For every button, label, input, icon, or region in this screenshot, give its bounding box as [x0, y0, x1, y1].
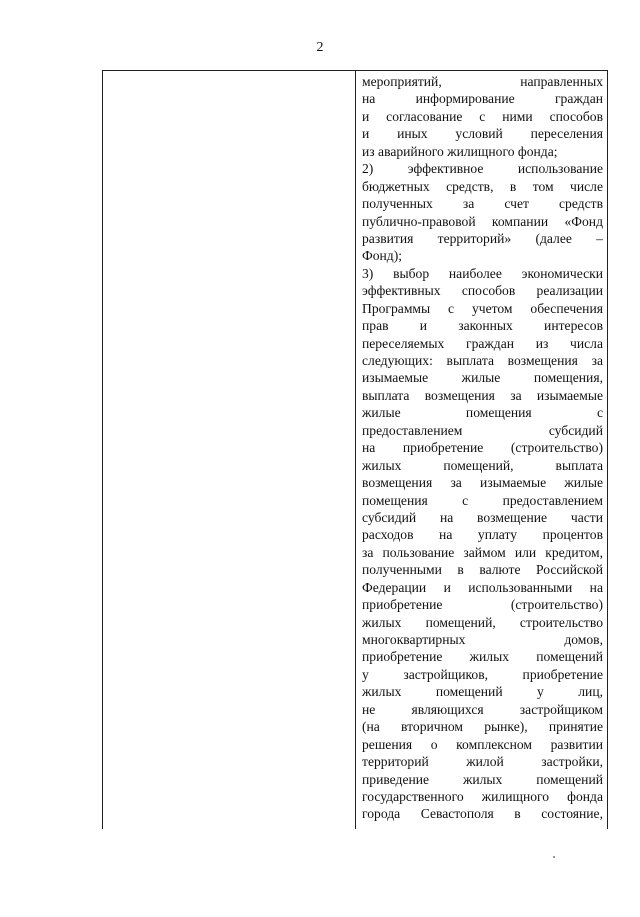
text-line: мероприятий, направленных — [362, 74, 603, 89]
text-line: Фонд); — [362, 248, 403, 264]
text-line: изымаемые жилые помещения, — [362, 370, 603, 386]
text-line: на информирование граждан — [362, 91, 603, 107]
text-line: не являющихся застройщиком — [362, 701, 603, 717]
page-number: 2 — [316, 40, 324, 55]
text-line: развития территорий» (далее – — [362, 230, 603, 246]
text-line: 3) выбор наиболее экономически — [362, 265, 603, 281]
text-line: полученными в валюте Российской — [362, 562, 603, 578]
text-line: бюджетных средств, в том числе — [362, 178, 603, 194]
text-line: 2) эффективное использование — [362, 161, 603, 177]
text-line: публично-правовой компании «Фонд — [362, 213, 603, 229]
text-line: и иных условий переселения — [362, 126, 603, 142]
text-line: полученных за счет средств — [362, 196, 603, 212]
text-line: города Севастополя в состояние, — [362, 806, 603, 822]
text-line: из аварийного жилищного фонда; — [362, 143, 558, 159]
text-line: приведение жилых помещений — [362, 771, 603, 787]
text-line: прав и законных интересов — [362, 318, 603, 334]
document-table — [102, 70, 608, 829]
text-line: у застройщиков, приобретение — [362, 666, 603, 682]
text-line: расходов на уплату процентов — [362, 527, 603, 543]
text-line: решения о комплексном развитии — [362, 736, 603, 752]
text-line: жилые помещения с — [362, 405, 603, 421]
text-line: многоквартирных домов, — [362, 632, 603, 647]
text-line: приобретение (строительство) — [362, 597, 603, 613]
text-line: переселяемых граждан из числа — [362, 335, 603, 351]
text-line: выплата возмещения за изымаемые — [362, 387, 603, 403]
text-line: территорий жилой застройки, — [362, 754, 603, 770]
table-left-column — [103, 71, 356, 829]
text-line: на приобретение (строительство) — [362, 440, 603, 456]
text-line: возмещения за изымаемые жилые — [362, 475, 603, 491]
text-line: Программы с учетом обеспечения — [362, 300, 603, 316]
text-line: государственного жилищного фонда — [362, 788, 603, 804]
scan-speck — [553, 856, 555, 858]
text-line: эффективных способов реализации — [362, 283, 603, 299]
text-line: субсидий на возмещение части — [362, 509, 603, 525]
text-line: жилых помещений у лиц, — [362, 684, 603, 700]
text-line: (на вторичном рынке), принятие — [362, 719, 603, 735]
text-line: за пользование займом или кредитом, — [362, 544, 603, 560]
text-line: и согласование с ними способов — [362, 108, 603, 124]
text-line: помещения с предоставлением — [362, 492, 603, 508]
text-line: Федерации и использованными на — [362, 579, 603, 595]
text-line: приобретение жилых помещений — [362, 649, 603, 665]
text-line: жилых помещений, выплата — [362, 457, 603, 473]
text-line: предоставлением субсидий — [362, 422, 603, 438]
text-line: жилых помещений, строительство — [362, 614, 603, 630]
text-line: следующих: выплата возмещения за — [362, 353, 603, 368]
table-right-column — [356, 71, 609, 829]
